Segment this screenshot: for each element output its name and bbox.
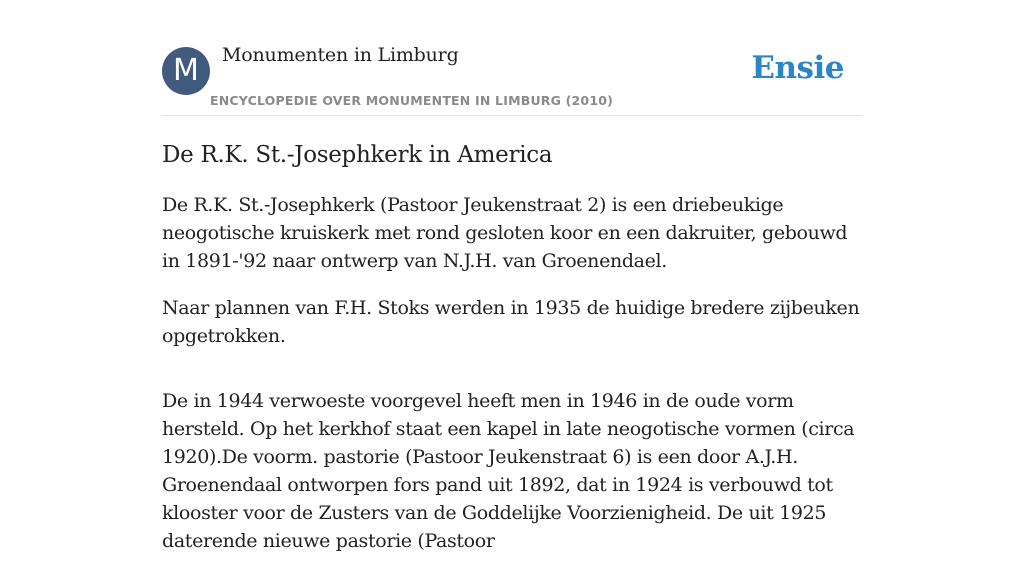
article-paragraph: De in 1944 verwoeste voorgevel heeft men in 1946 in de oude vorm hersteld. Op het kerkhof staat een kapel in late neogotische vormen (circa 1920).De voorm. pastorie (Pastoor Jeukenstraat 6) is een door A.J.H. Groenendaal ontworpen fors pand uit 1892, dat in 1924 is verbouwd tot klooster voor de Zusters van de Goddelijke Voorzienigheid. De uit 1925 daterende nieuwe pastorie (Pastoor bbox=[162, 390, 855, 552]
header bbox=[162, 0, 862, 116]
article-title: De R.K. St.-Josephkerk in America bbox=[162, 142, 553, 168]
avatar[interactable]: M bbox=[162, 47, 210, 95]
book-subtitle: ENCYCLOPEDIE OVER MONUMENTEN IN LIMBURG (2010) bbox=[210, 93, 614, 108]
ensie-logo[interactable]: Ensie bbox=[751, 50, 844, 86]
book-title-link[interactable]: Monumenten in Limburg bbox=[222, 44, 459, 66]
article-body bbox=[162, 191, 862, 555]
content-container bbox=[162, 0, 862, 574]
article-paragraph: De R.K. St.-Josephkerk (Pastoor Jeukenstraat 2) is een driebeukige neogotische kruiskerk met rond gesloten koor en een dakruiter, gebouwd in 1891-'92 naar ontwerp van N.J.H. van Groenendael. bbox=[162, 194, 848, 272]
article-paragraph: Naar plannen van F.H. Stoks werden in 1935 de huidige bredere zijbeuken opgetrokken. bbox=[162, 297, 860, 347]
